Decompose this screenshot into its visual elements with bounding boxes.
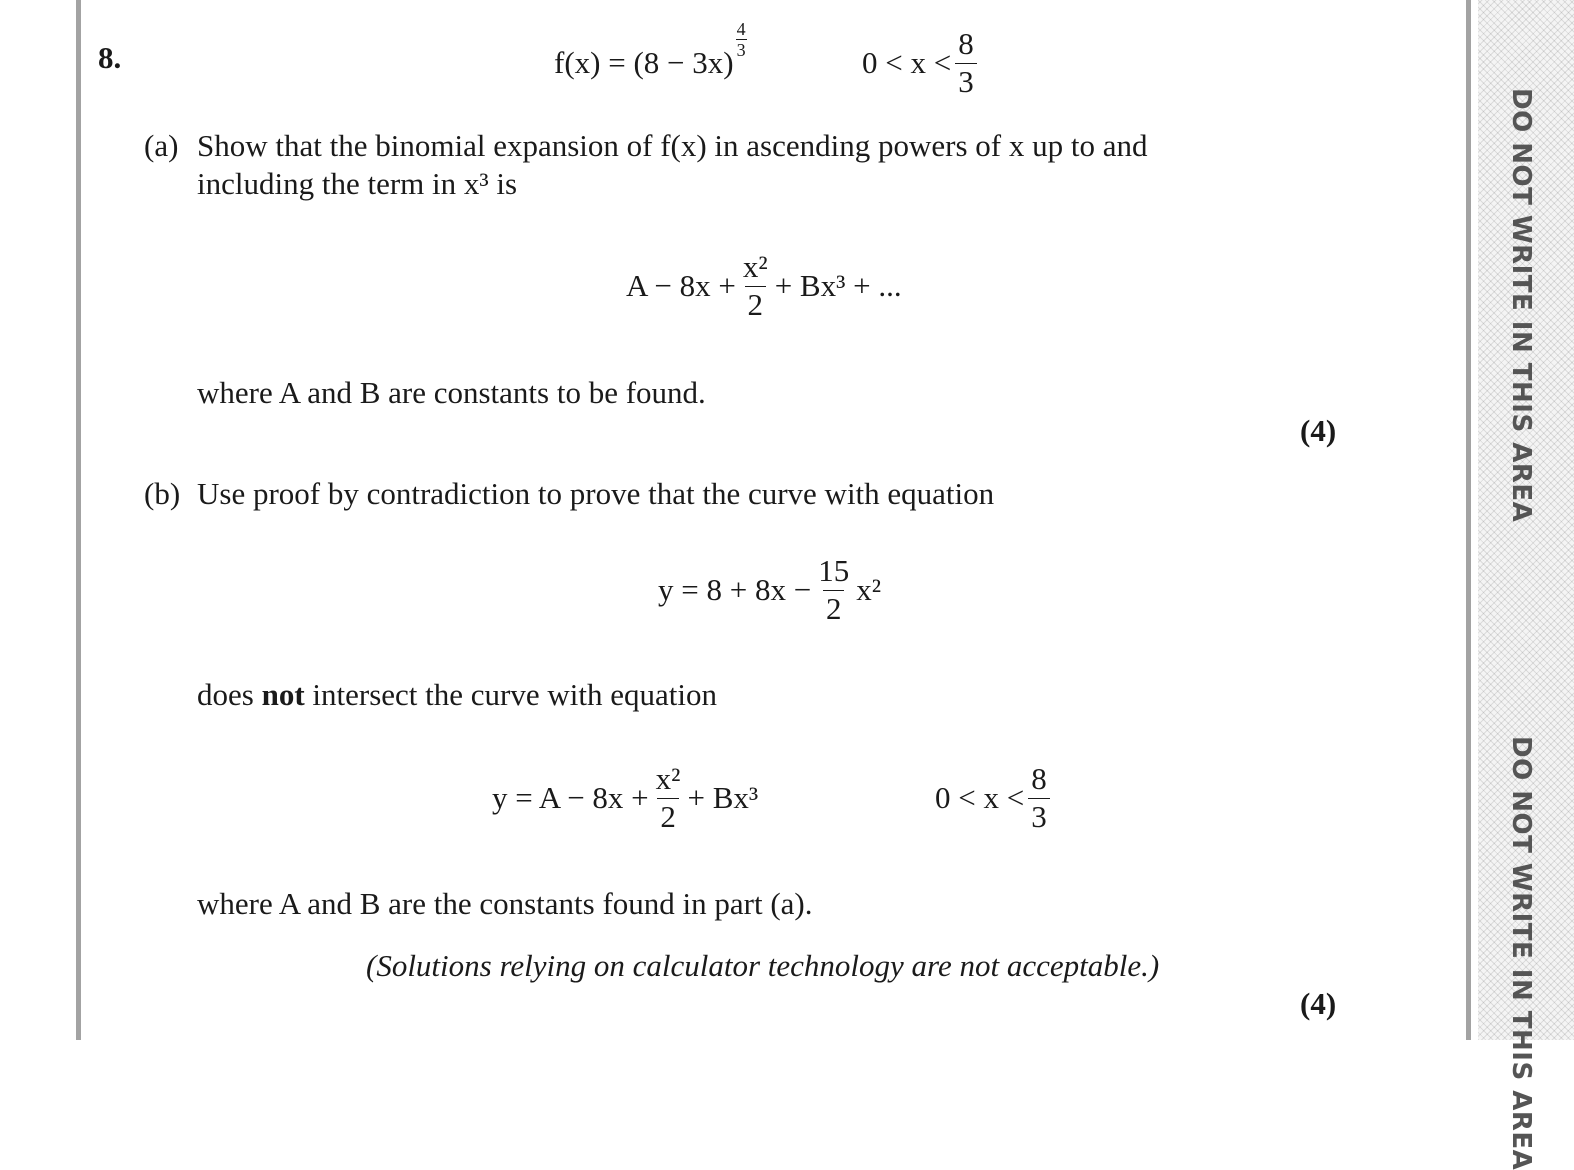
curve2-post: + Bx³	[687, 780, 759, 815]
exponent-denominator: 3	[736, 39, 746, 60]
part-b-line1: Use proof by contradiction to prove that the curve with equation	[197, 476, 995, 511]
curve2-domain	[935, 756, 1054, 840]
part-b-label: (b)	[144, 476, 181, 511]
curve1-pre: y = 8 + 8x −	[658, 572, 812, 607]
part-a-line2: including the term in x³ is	[197, 166, 518, 201]
domain2-fraction	[1028, 760, 1050, 834]
left-margin-rule	[76, 0, 81, 1040]
question-number: 8.	[98, 40, 122, 75]
part-a-where: where A and B are constants to be found.	[197, 375, 706, 410]
margin-warning-bottom: DO NOT WRITE IN THIS AREA	[1506, 736, 1536, 1170]
margin-warning-top: DO NOT WRITE IN THIS AREA	[1506, 88, 1536, 523]
part-a-marks: (4)	[1300, 413, 1337, 448]
domain-left: 0 < x <	[862, 45, 952, 80]
curve1-denominator: 2	[823, 590, 845, 626]
domain2-numerator: 8	[1031, 760, 1047, 796]
expansion-post: + Bx³ + ...	[774, 268, 902, 303]
domain2-denominator: 3	[1028, 798, 1050, 834]
function-lhs: f(x) = (8 − 3x)	[554, 45, 734, 80]
curve2-numerator: x²	[655, 760, 681, 796]
part-a-line1: Show that the binomial expansion of f(x) in ascending powers of x up to and	[197, 128, 1148, 163]
curve1-fraction	[815, 552, 852, 626]
part-b-line2	[197, 677, 717, 713]
curve1-post: x²	[856, 572, 881, 607]
part-b-marks: (4)	[1300, 986, 1337, 1021]
curve2-equation	[492, 756, 758, 840]
curve2-fraction	[653, 760, 684, 834]
expansion-numerator: x²	[742, 248, 768, 284]
function-exponent	[736, 20, 747, 59]
curve1-numerator: 15	[818, 552, 850, 588]
expansion-denominator: 2	[745, 286, 767, 322]
domain2-left: 0 < x <	[935, 780, 1025, 815]
curve2-denominator: 2	[657, 798, 679, 834]
domain-numerator: 8	[958, 25, 974, 61]
exponent-numerator: 4	[736, 18, 746, 39]
expansion-expression	[626, 244, 902, 328]
function-definition	[554, 18, 747, 108]
expansion-fraction	[740, 248, 771, 322]
line2-bold: not	[261, 677, 305, 712]
domain-fraction	[955, 25, 977, 99]
domain-denominator: 3	[955, 63, 977, 99]
calculator-note: (Solutions relying on calculator technology are not acceptable.)	[366, 948, 1160, 983]
part-a-label: (a)	[144, 128, 179, 163]
curve1-equation	[658, 548, 881, 632]
expansion-pre: A − 8x +	[626, 268, 736, 303]
part-b-where: where A and B are the constants found in part (a).	[197, 886, 813, 921]
line2-post: intersect the curve with equation	[312, 677, 717, 712]
right-margin-rule	[1466, 0, 1471, 1040]
function-domain	[862, 20, 981, 106]
curve2-pre: y = A − 8x +	[492, 780, 649, 815]
line2-pre: does	[197, 677, 254, 712]
